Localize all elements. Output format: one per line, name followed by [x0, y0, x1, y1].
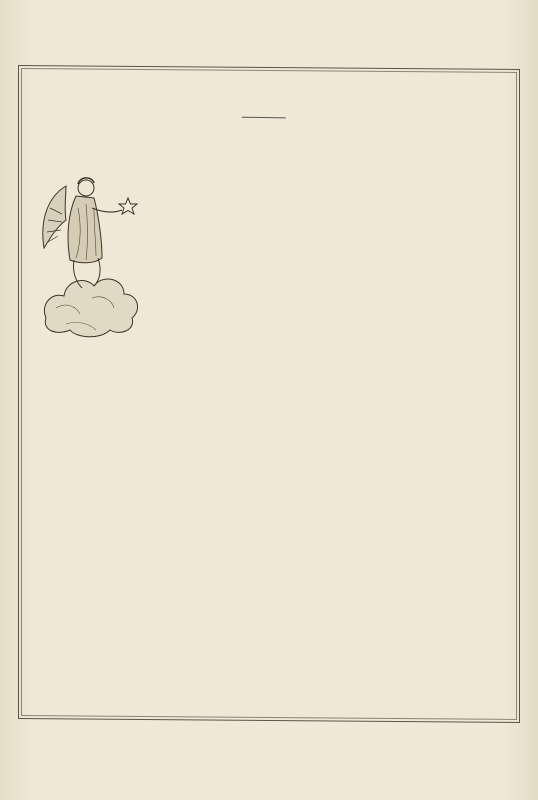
page-border-inner: [21, 68, 517, 720]
section-divider: [242, 117, 286, 119]
poem-text: [133, 96, 434, 148]
angel-illustration: [36, 168, 146, 340]
